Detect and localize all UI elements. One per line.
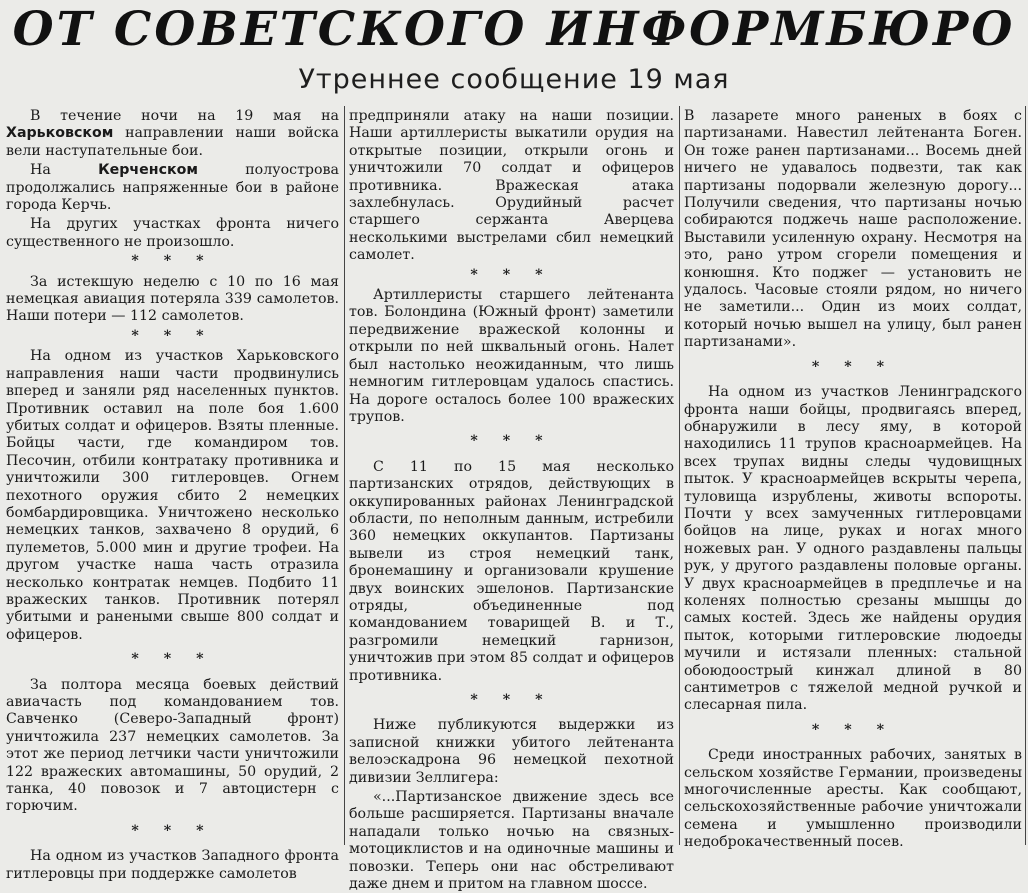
article-paragraph: За истекшую неделю с 10 по 16 мая немецкая авиация потеряла 339 самолетов. Наши потери — 112 самолетов. — [6, 273, 339, 325]
article-paragraph: Ниже публикуются выдержки из записной книжки убитого лейтенанта велоэскадрона 96 немецкой пехотной дивизии Зеллигера: — [349, 717, 674, 786]
article-paragraph: На одном из участков Ленинградского фронта наши бойцы, продвигаясь вперед, обнаружили в лесу яму, в которой находились 11 трупов красноармейцев. На всех трупах видны следы чудовищных пыток. У красноармейцев вскрыты черепа, туловища изрублены, животы вспороты. Почти у всех замученных гитлеровцами бойцов на лице, руках и ногах много ножевых ран. У одного раздавлены пальцы рук, у другого раздавлены половые органы. У двух красноармейцев в предплечье и на коленях полностью срезаны мышцы до самых костей. Здесь же найдены орудия пыток, которыми гитлеровские людоеды мучили и истязали пленных: стальной обоюдоострый кинжал длиной в 80 сантиметров с тяжелой медной ручкой и слесарная пила. — [684, 384, 1022, 714]
column-rule — [1025, 106, 1026, 845]
article-paragraph — [6, 108, 339, 160]
section-separator: * * * — [470, 433, 553, 450]
article-paragraph: На одном из участков Харьковского направления наши части продвинулись вперед и заняли ряд населенных пунктов. Противник оставил на поле боя 1.600 убитых солдат и офицеров. Взяты пленные. Бойцы части, где командиром тов. Песочин, отбили контратаку противника и уничтожили 300 гитлеровцев. Огнем пехотного оружия сбито 2 немецких бомбардировщика. Уничтожено несколько немецких танков, захвачено 8 орудий, 6 пулеметов, 5.000 мин и другие трофеи. На другом участке наша часть отразила несколько контратак немцев. Подбито 11 вражеских танков. Противник потерял убитыми и ранеными свыше 800 солдат и офицеров. — [6, 348, 339, 643]
text-run: На — [30, 162, 99, 179]
article-paragraph: «...Партизанское движение здесь все больше расширяется. Партизаны вначале нападали только ночью на связных-мотоциклистов и на одиночные машины и повозки. Теперь они нас обстреливают даже днем и притом на главном шоссе. — [349, 789, 674, 893]
column-2 — [349, 108, 674, 893]
column-rule — [679, 106, 680, 845]
section-separator: * * * — [131, 253, 214, 270]
section-separator: * * * — [131, 651, 214, 668]
masthead-title: ОТ СОВЕТСКОГО ИНФОРМБЮРО — [12, 2, 1016, 57]
article-paragraph: На одном из участков Западного фронта гитлеровцы при поддержке самолетов — [6, 848, 339, 882]
section-separator: * * * — [470, 266, 553, 283]
article-paragraph: За полтора месяца боевых действий авиачасть под командованием тов. Савченко (Северо-Западный фронт) уничтожила 237 немецких самолетов. За этот же период летчики части уничтожили 122 вражеских автомашины, 50 орудий, 2 танка, 40 повозок и 7 автоцистерн с горючим. — [6, 676, 339, 815]
article-paragraph — [6, 162, 339, 214]
text-run: направлении наши войска вели наступательные бои. — [6, 125, 339, 159]
text-run: В течение ночи на 19 мая на — [30, 108, 339, 124]
place-name-bold: Керченском — [98, 162, 198, 179]
article-paragraph: С 11 по 15 мая несколько партизанских отрядов, действующих в оккупированных районах Ленинградской области, по неполным данным, истребили 360 немецких оккупантов. Партизаны вывели из строя немецкий танк, бронемашину и организовали крушение двух воинских эшелонов. Партизанские отряды, объединенные под командованием товарищей В. и Т., разгромили немецкий гарнизон, уничтожив при этом 85 солдат и офицеров противника. — [349, 458, 674, 684]
section-separator: * * * — [131, 327, 214, 344]
article-paragraph: предприняли атаку на наши позиции. Наши артиллеристы выкатили орудия на открытые позиции, открыли огонь и уничтожили 70 солдат и офицеров противника. Вражеская атака захлебнулась. Орудийный расчет старшего сержанта Аверцева несколькими выстрелами сбил немецкий самолет. — [349, 108, 674, 264]
article-paragraph: Артиллеристы старшего лейтенанта тов. Болондина (Южный фронт) заметили передвижение вражеской колонны и открыли по ней шквальный огонь. Налет был настолько неожиданным, что лишь немногим гитлеровцам удалось спастись. На дороге осталось более 100 вражеских трупов. — [349, 287, 674, 425]
report-subtitle: Утреннее сообщение 19 мая — [298, 64, 730, 95]
text-run: полуострова продолжались напряженные бои в районе города Керчь. — [6, 162, 339, 214]
section-separator: * * * — [131, 822, 214, 839]
column-1 — [6, 108, 339, 882]
column-rule — [344, 106, 345, 845]
article-paragraph: В лазарете много раненых в боях с партизанами. Навестил лейтенанта Боген. Он тоже ранен партизанами... Восемь дней ничего не удавалось подвезти, так как партизаны подорвали железную дорогу... Получили сведения, что партизаны ночью собираются поджечь наше расположение. Выставили усиленную охрану. Несмотря на это, рано утром сгорели помещения и конюшня. Кто поджег — установить не удалось. Часовые стояли рядом, но ничего не заметили... Один из моих солдат, который ночью вышел на улицу, был ранен партизанами». — [684, 108, 1022, 351]
section-separator: * * * — [811, 358, 895, 375]
section-separator: * * * — [470, 692, 553, 708]
column-3 — [684, 108, 1022, 851]
section-separator: * * * — [811, 721, 895, 738]
article-paragraph: Среди иностранных рабочих, занятых в сельском хозяйстве Германии, произведены многочисленные аресты. Как сообщают, сельскохозяйственные рабочие уничтожали семена и умышленно производили недоброкачественный посев. — [684, 747, 1022, 851]
place-name-bold: Харьковском — [6, 125, 114, 142]
article-paragraph: На других участках фронта ничего существенного не произошло. — [6, 216, 339, 250]
